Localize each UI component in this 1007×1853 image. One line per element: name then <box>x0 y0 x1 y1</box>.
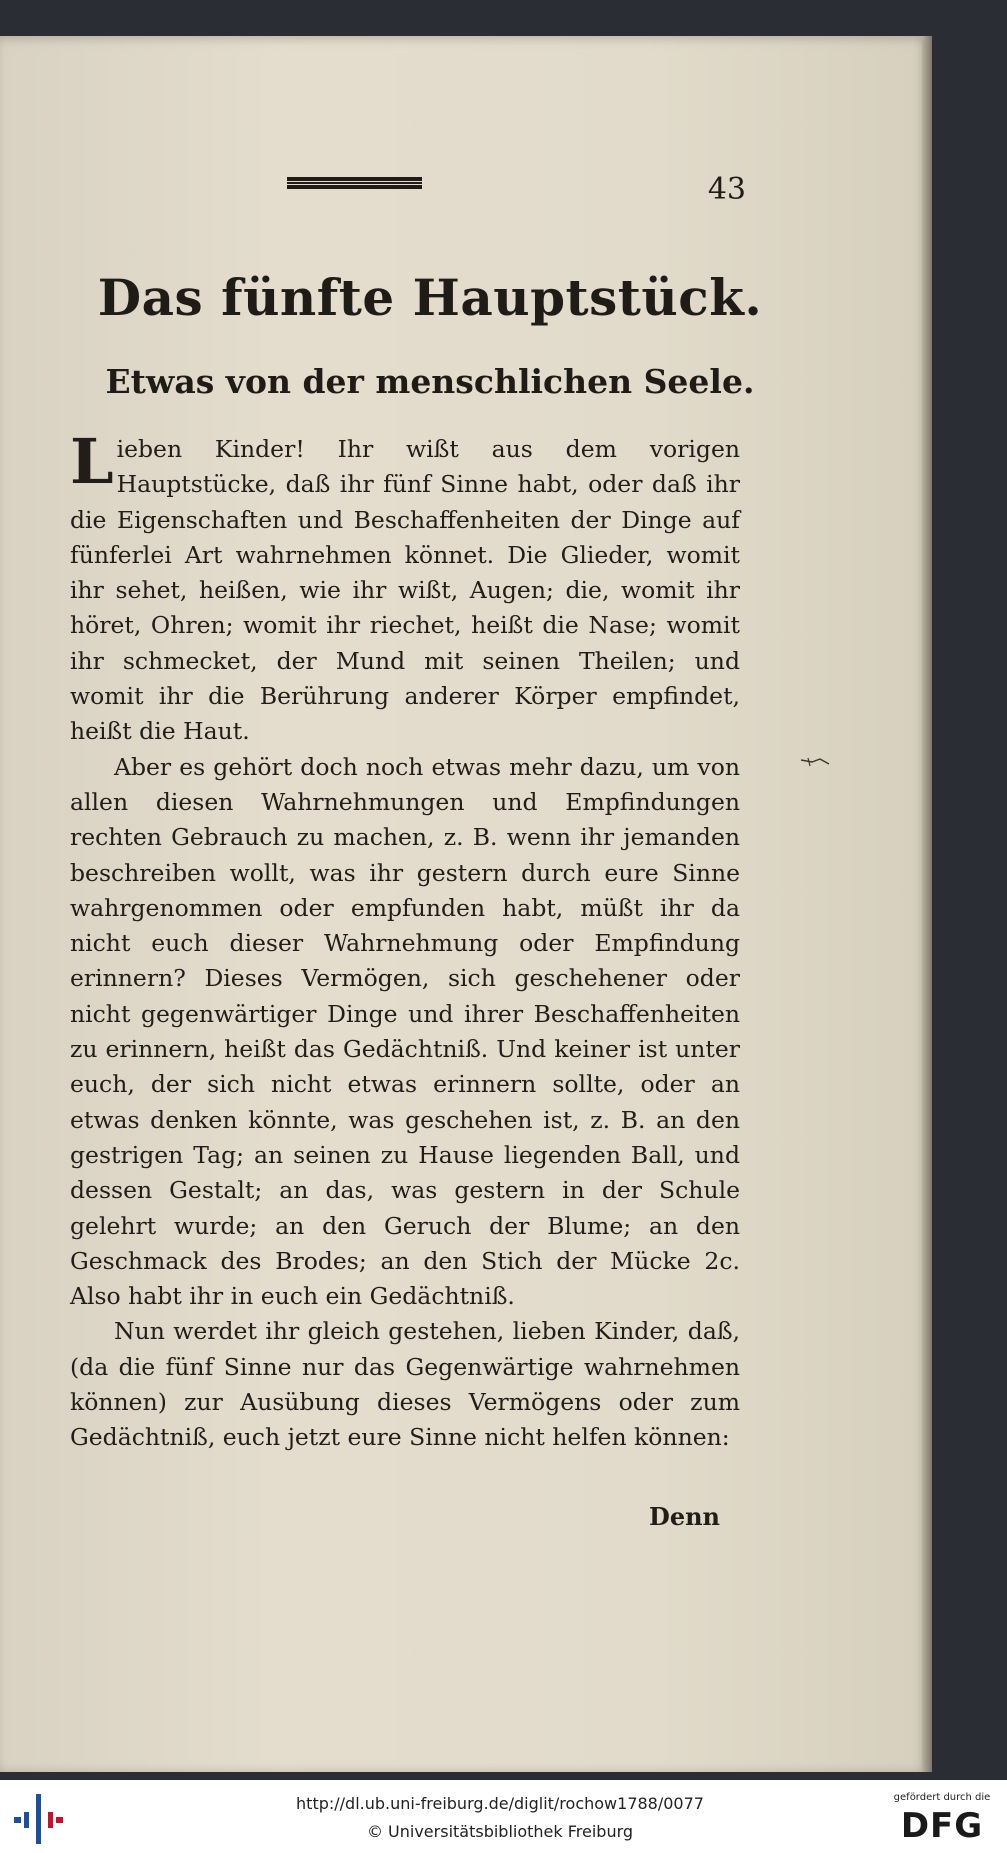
paragraph-1-text: ieben Kinder! Ihr wißt aus dem vorigen Hauptstücke, daß ihr fünf Sinne habt, oder daß ihr die Eigenschaften und Beschaffenheiten der Dinge auf fünferlei Art wahrnehmen könnet. Die Glieder, womit ihr sehet, heißen, wie ihr wißt, Augen; die, womit ihr höret, Ohren; womit ihr riechet, heißt die Nase; womit ihr schmecket, der Mund mit seinen Theilen; und womit ihr die Berührung anderer Körper empfindet, heißt die Haut. <box>70 435 740 746</box>
drop-cap: L <box>70 425 114 498</box>
paragraph-3: Nun werdet ihr gleich gestehen, lieben Kinder, daß, (da die fünf Sinne nur das Gegenwärtige wahrnehmen können) zur Ausübung dieses Vermögens oder zum Gedächtniß, euch jetzt eure Sinne nicht helfen können: <box>70 1317 740 1452</box>
catchword: Denn <box>649 1502 720 1531</box>
funder-note: gefördert durch die <box>893 1792 991 1803</box>
paragraph-1 <box>70 425 740 750</box>
copyright-notice: © Universitätsbibliothek Freiburg <box>366 1822 634 1841</box>
page-edge <box>922 36 932 1772</box>
chapter-subtitle: Etwas von der menschlichen Seele. <box>105 362 755 401</box>
pencil-mark <box>800 755 830 769</box>
library-logo-icon <box>12 1794 64 1844</box>
page-number: 43 <box>707 172 746 207</box>
dfg-logo: DFG <box>900 1806 984 1846</box>
footer-bar <box>0 1780 1007 1853</box>
header-rule-middle <box>287 182 422 184</box>
source-url[interactable]: http://dl.ub.uni-freiburg.de/diglit/rochow1788/0077 <box>296 1794 704 1813</box>
paragraph-2: Aber es gehört doch noch etwas mehr dazu, um von allen diesen Wahrnehmungen und Empfindungen rechten Gebrauch zu machen, z. B. wenn ihr jemanden beschreiben wollt, was ihr gestern durch eure Sinne wahrgenommen oder empfunden habt, müßt ihr da nicht euch dieser Wahrnehmung oder Empfindung erinnern? Dieses Vermögen, sich geschehener oder nicht gegenwärtiger Dinge und ihrer Beschaffenheiten zu erinnern, heißt das Gedächtniß. Und keiner ist unter euch, der sich nicht etwas erinnern sollte, oder an etwas denken könnte, was geschehen ist, z. B. an den gestrigen Tag; an seinen zu Hause liegenden Ball, und dessen Gestalt; an das, was gestern in der Schule gelehrt wurde; an den Geruch der Blume; an den Geschmack des Brodes; an den Stich der Mücke 2c. Also habt ihr in euch ein Gedächtniß. <box>70 752 740 1311</box>
body-text <box>70 425 740 1456</box>
chapter-title: Das fünfte Hauptstück. <box>97 268 763 327</box>
